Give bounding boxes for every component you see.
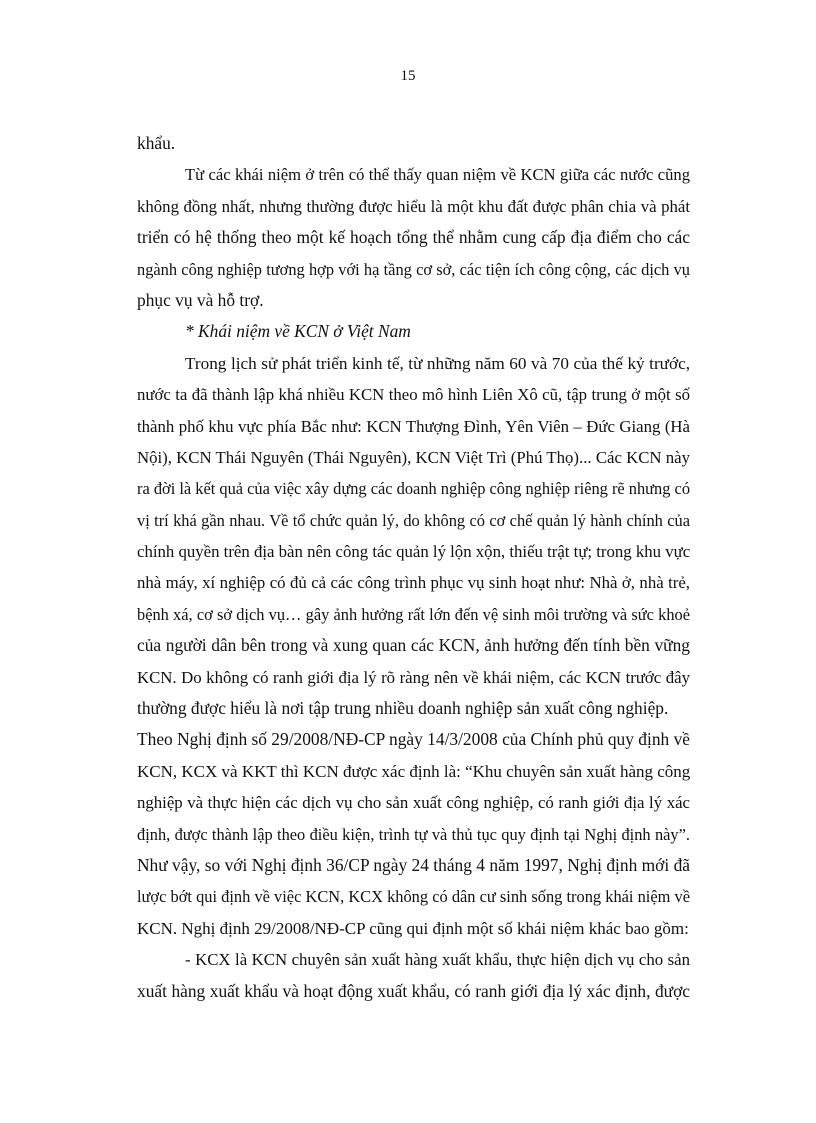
text-line: khẩu. [137, 133, 176, 153]
text-line: của người dân bên trong và xung quan các KCN, ảnh hưởng đến tính bền vững [137, 635, 690, 656]
text-line: KCN. Nghị định 29/2008/NĐ-CP cũng qui định một số khái niệm khác bao gồm: [137, 918, 689, 938]
text-line: KCN. Do không có ranh giới địa lý rõ ràng nên về khái niệm, các KCN trước đây [137, 667, 690, 687]
text-line: Theo Nghị định số 29/2008/NĐ-CP ngày 14/3/2008 của Chính phủ quy định về [137, 729, 690, 750]
text-line: không đồng nhất, nhưng thường được hiểu là một khu đất được phân chia và phát [137, 196, 690, 216]
text-line: vị trí khá gần nhau. Về tổ chức quản lý, do không có cơ chế quản lý hành chính của [137, 510, 690, 530]
text-line: ngành công nghiệp tương hợp với hạ tầng cơ sở, các tiện ích công cộng, các dịch vụ [137, 259, 690, 279]
text-line: định, được thành lập theo điều kiện, trình tự và thủ tục quy định tại Nghị định này”. [137, 824, 690, 844]
document-body [137, 128, 690, 1007]
text-line: nhà máy, xí nghiệp có đủ cả các công trình phục vụ sinh hoạt như: Nhà ở, nhà trẻ, [137, 573, 690, 593]
text-line: ra đời là kết quả của việc xây dựng các doanh nghiệp công nghiệp riêng rẽ nhưng có [137, 479, 691, 499]
text-line: lược bớt qui định về việc KCN, KCX không có dân cư sinh sống trong khái niệm về [137, 887, 690, 907]
section-heading: * Khái niệm về KCN ở Việt Nam [185, 321, 411, 342]
text-line: bệnh xá, cơ sở dịch vụ… gây ảnh hưởng rất lớn đến vệ sinh môi trường và sức khoẻ [137, 604, 690, 624]
text-line: Từ các khái niệm ở trên có thể thấy quan niệm về KCN giữa các nước cũng [185, 165, 690, 185]
text-line: KCN, KCX và KKT thì KCN được xác định là: “Khu chuyên sản xuất hàng công [137, 761, 691, 781]
text-line: Trong lịch sử phát triển kinh tế, từ những năm 60 và 70 của thế kỷ trước, [185, 353, 690, 373]
text-line: chính quyền trên địa bàn nên công tác quản lý lộn xộn, thiếu trật tự; trong khu vực [137, 542, 691, 562]
page-number: 15 [400, 68, 416, 84]
text-line: xuất hàng xuất khẩu và hoạt động xuất khẩu, có ranh giới địa lý xác định, được [137, 980, 690, 1001]
text-line: triển có hệ thống theo một kế hoạch tổng thể nhằm cung cấp địa điểm cho các [137, 227, 690, 248]
text-line: thường được hiểu là nơi tập trung nhiều doanh nghiệp sản xuất công nghiệp. [137, 698, 669, 719]
text-line: thành phố khu vực phía Bắc như: KCN Thượng Đình, Yên Viên – Đức Giang (Hà [137, 416, 690, 436]
text-line: nghiệp và thực hiện các dịch vụ cho sản xuất công nghiệp, có ranh giới địa lý xác [137, 793, 690, 813]
text-line: - KCX là KCN chuyên sản xuất hàng xuất khẩu, thực hiện dịch vụ cho sản [185, 950, 690, 970]
text-line: phục vụ và hỗ trợ. [137, 289, 264, 310]
text-line: Như vậy, so với Nghị định 36/CP ngày 24 tháng 4 năm 1997, Nghị định mới đã [137, 854, 690, 875]
text-line: nước ta đã thành lập khá nhiều KCN theo mô hình Liên Xô cũ, tập trung ở một số [137, 385, 690, 405]
text-line: Nội), KCN Thái Nguyên (Thái Nguyên), KCN Việt Trì (Phú Thọ)... Các KCN này [137, 447, 690, 467]
